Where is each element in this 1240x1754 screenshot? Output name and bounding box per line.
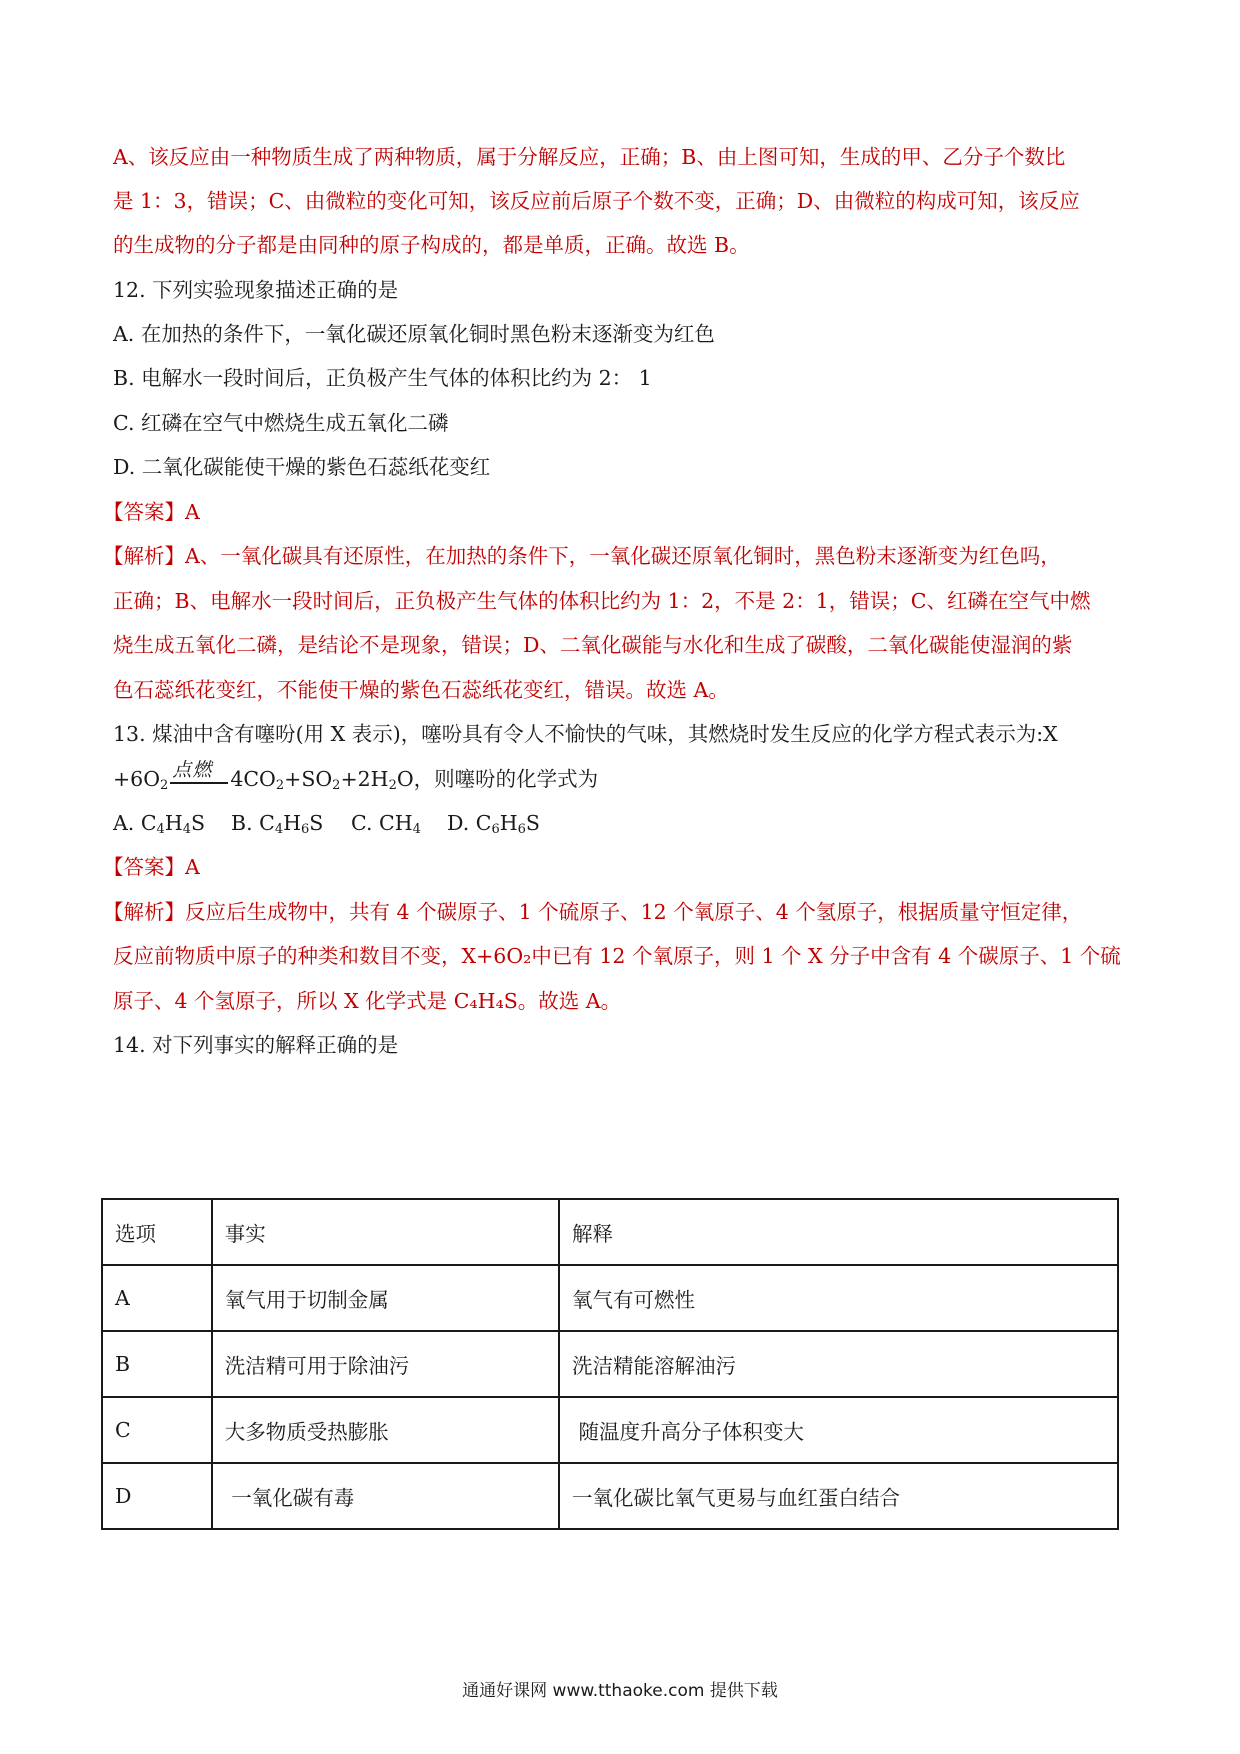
eq-tail: O，则噻吩的化学式为	[396, 767, 599, 791]
q12-answer	[103, 498, 200, 526]
footer-source: 通通好课网 www.tthaoke.com 提供下载	[462, 1681, 778, 1701]
table-row	[102, 1397, 1118, 1463]
q12-option-c: C. 红磷在空气中燃烧生成五氧化二磷	[113, 411, 449, 435]
table-cell-explanation: 洗洁精能溶解油污	[559, 1331, 1118, 1397]
q12-analysis-line-2: 正确；B、电解水一段时间后，正负极产生气体的体积比约为 1：2，不是 2：1，错误；C、红磷在空气中燃	[113, 589, 1091, 613]
table-cell-explanation: 一氧化碳比氧气更易与血红蛋白结合	[559, 1463, 1118, 1529]
eq-reactant-o2: +6O	[113, 767, 161, 791]
table-cell-fact: 大多物质受热膨胀	[212, 1397, 559, 1463]
table-cell-fact: 洗洁精可用于除油污	[212, 1331, 559, 1397]
q14-table	[101, 1198, 1119, 1530]
table-header-row	[102, 1199, 1118, 1265]
q13-equation	[113, 759, 599, 793]
eq-product-so2: +SO	[284, 767, 333, 791]
q14-stem: 14. 对下列事实的解释正确的是	[113, 1033, 399, 1057]
q13-analysis-line-1: 【解析】反应后生成物中，共有 4 个碳原子、1 个硫原子、12 个氧原子、4 个氢原子，根据质量守恒定律，	[103, 900, 1083, 924]
q13-analysis-line-2: 反应前物质中原子的种类和数目不变，X+6O₂中已有 12 个氧原子，则 1 个 X 分子中含有 4 个碳原子、1 个硫	[113, 944, 1121, 968]
q12-option-d: D. 二氧化碳能使干燥的紫色石蕊纸花变红	[113, 455, 491, 479]
table-cell-option: D	[102, 1463, 212, 1529]
q11-analysis-line-3: 的生成物的分子都是由同种的原子构成的，都是单质，正确。故选 B。	[113, 233, 750, 257]
q13-answer-label: 【答案】	[103, 855, 185, 879]
eq-condition: 点燃	[172, 759, 213, 781]
q12-analysis-line-3: 烧生成五氧化二磷，是结论不是现象，错误；D、二氧化碳能与水化和生成了碳酸，二氧化碳能使湿润的紫	[113, 633, 1073, 657]
q13-answer	[103, 853, 200, 881]
table-cell-option: A	[102, 1265, 212, 1331]
eq-product-co2: 4CO	[230, 767, 276, 791]
q11-analysis-line-2: 是 1：3，错误；C、由微粒的变化可知，该反应前后原子个数不变，正确；D、由微粒的构成可知，该反应	[113, 189, 1080, 213]
table-cell-fact: 一氧化碳有毒	[212, 1463, 559, 1529]
table-cell-fact: 氧气用于切制金属	[212, 1265, 559, 1331]
q13-option-b: B. $C_4H_6S$	[231, 811, 324, 837]
q13-option-a: A. $C_4H_4S$	[113, 811, 206, 837]
eq-product-h2o: +2H	[340, 767, 389, 791]
table-header-cell: 选项	[102, 1199, 212, 1265]
table-cell-explanation: 随温度升高分子体积变大	[559, 1397, 1118, 1463]
table-cell-option: C	[102, 1397, 212, 1463]
q12-analysis-line-1: 【解析】A、一氧化碳具有还原性，在加热的条件下，一氧化碳还原氧化铜时，黑色粉末逐渐变为红色吗，	[103, 544, 1061, 568]
q13-option-d: D. $C_6H_6S$	[447, 811, 540, 837]
q13-analysis-line-3: 原子、4 个氢原子，所以 X 化学式是 C₄H₄S。故选 A。	[113, 989, 622, 1013]
table-cell-explanation: 氧气有可燃性	[559, 1265, 1118, 1331]
q11-analysis-line-1: A、该反应由一种物质生成了两种物质，属于分解反应，正确；B、由上图可知，生成的甲、乙分子个数比	[113, 145, 1066, 169]
q12-option-b: B. 电解水一段时间后，正负极产生气体的体积比约为 2： 1	[113, 366, 652, 390]
table-header-cell: 解释	[559, 1199, 1118, 1265]
table-cell-option: B	[102, 1331, 212, 1397]
eq-sub: 2	[160, 778, 169, 793]
eq-sub: 2	[388, 778, 397, 793]
eq-arrow	[170, 759, 228, 793]
eq-sub: 2	[275, 778, 285, 793]
q12-stem: 12. 下列实验现象描述正确的是	[113, 278, 399, 302]
eq-arrow-bar	[170, 782, 228, 784]
table-row	[102, 1463, 1118, 1529]
q13-answer-value: A	[185, 855, 200, 879]
q12-option-a: A. 在加热的条件下，一氧化碳还原氧化铜时黑色粉末逐渐变为红色	[113, 322, 715, 346]
q13-option-c: C. $CH_4$	[351, 811, 421, 837]
q13-options	[113, 809, 540, 837]
q12-answer-value: A	[185, 500, 200, 524]
table-header-cell: 事实	[212, 1199, 559, 1265]
table-row	[102, 1331, 1118, 1397]
q13-stem: 13. 煤油中含有噻吩(用 X 表示)，噻吩具有令人不愉快的气味，其燃烧时发生反应的化学方程式表示为:X	[113, 722, 1058, 746]
q12-answer-label: 【答案】	[103, 500, 185, 524]
eq-sub: 2	[332, 778, 341, 793]
q12-analysis-line-4: 色石蕊纸花变红，不能使干燥的紫色石蕊纸花变红，错误。故选 A。	[113, 678, 729, 702]
table-row	[102, 1265, 1118, 1331]
